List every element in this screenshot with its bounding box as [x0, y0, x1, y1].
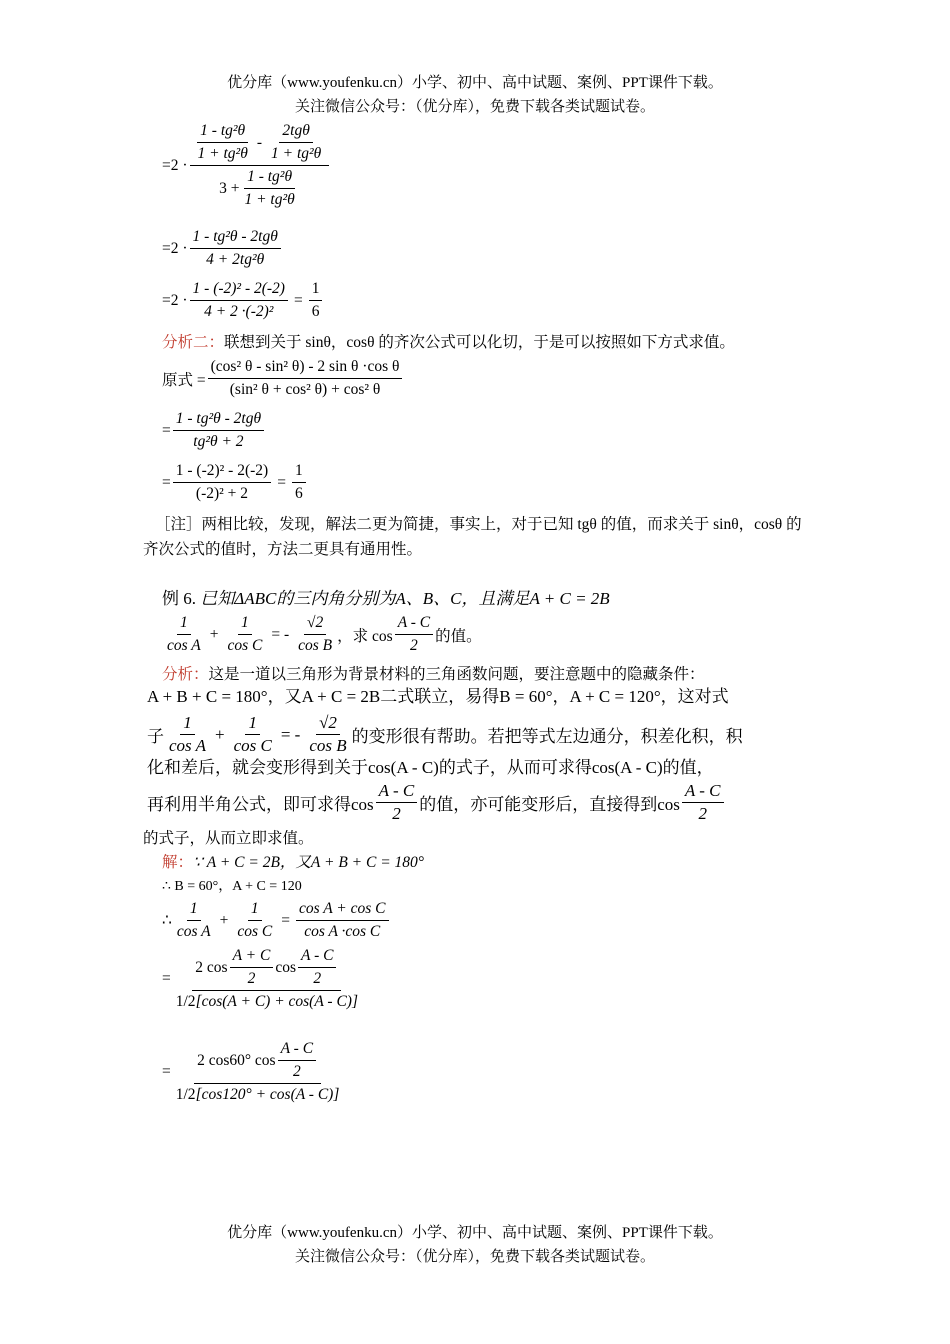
method1-equation-3 — [162, 278, 324, 323]
frac-den: 6 — [294, 485, 303, 502]
plus-op: + — [215, 724, 225, 744]
frac-den: 2 — [410, 637, 418, 654]
analysis-line-4: 化和差后，就会变形得到关于cos(A - C)的式子，从而可求得cos(A - C)的值， — [147, 758, 714, 777]
note-line-1: ［注］两相比较，发现，解法二更为简捷，事实上，对于已知 tgθ 的值，而求关于 sinθ，cosθ 的 — [155, 516, 802, 533]
frac-den: cos C — [237, 923, 273, 940]
eq-prefix: =2 · — [162, 291, 188, 309]
frac-den: 4 + 2 ·(-2)² — [204, 303, 274, 320]
eq-prefix: =2 · — [162, 156, 188, 174]
frac-num: 1 — [248, 898, 262, 921]
analysis-text: 联想到关于 sinθ，cosθ 的齐次公式可以化切，于是可以按照如下方式求值。 — [224, 334, 735, 351]
frac-den: cos A ·cos C — [304, 923, 381, 940]
orig-label: 原式 = — [162, 371, 206, 389]
frac-den: 2 — [247, 970, 256, 987]
frac-den: tg²θ + 2 — [193, 433, 244, 450]
frac-den: 2 — [292, 1063, 301, 1080]
solution-line-1 — [162, 852, 424, 874]
analysis-label: 分析二： — [162, 334, 225, 351]
example-label: 例 6. — [162, 589, 196, 608]
plus-op: + — [209, 625, 219, 643]
example-text: 已知ΔABC的三内角分别为A、B、C，且满足A + C = 2B — [200, 589, 610, 608]
note-line-2: 齐次公式的值时，方法二更具有通用性。 — [143, 541, 423, 558]
half-coefficient: 1/2 — [175, 1086, 196, 1103]
frac-den: cos C — [227, 637, 263, 654]
frac-den: 4 + 2tg²θ — [206, 251, 265, 268]
frac-num: 1 - (-2)² - 2(-2) — [190, 278, 288, 301]
text-mid: 的值，亦可能变形后，直接得到cos — [419, 795, 680, 814]
therefore-symbol: ∴ — [162, 912, 172, 929]
eq-prefix: = — [162, 970, 171, 987]
text-post: 的变形很有帮助。若把等式左边通分，积差化积，积 — [351, 727, 743, 746]
frac-den: cos B — [309, 736, 347, 755]
frac-num: A + C — [230, 945, 274, 968]
eq-prefix: = — [162, 1063, 171, 1080]
frac-den: cos A — [176, 923, 211, 940]
frac-num: √2 — [316, 712, 340, 735]
den-lead: 3 + — [219, 179, 240, 197]
minus-op: - — [256, 133, 262, 151]
method2-equation-1 — [162, 356, 404, 401]
frac-num: (cos² θ - sin² θ) - 2 sin θ ·cos θ — [208, 356, 403, 379]
equals-op: = — [277, 473, 286, 491]
solution-text: ∵ A + C = 2B，又A + B + C = 180° — [193, 854, 424, 871]
solution-equation-3: ∴ $\frac{1}{\text{cos A}}$ + $\frac{1}{\text{cos C}}$ = $\frac{\text{cos A + cos C}}{\text{cos A ·cos C}}$ — [162, 898, 391, 943]
frac-num: A - C — [682, 780, 724, 803]
frac-num: √2 — [304, 612, 326, 635]
frac-num: 1 — [309, 278, 323, 301]
ask-text: ，求 cos — [337, 627, 393, 645]
eq-prefix: = — [162, 473, 171, 491]
frac-den: cos C — [233, 736, 272, 755]
frac-num: 1 - tg²θ — [197, 120, 248, 143]
frac-num: 1 — [292, 460, 306, 483]
text-pre: 子 — [147, 727, 164, 746]
method1-equation-1 — [162, 120, 331, 211]
half-coefficient: 1/2 — [175, 993, 196, 1010]
solution-equation-4 — [162, 945, 363, 1013]
footer-line-1: 优分库（www.youfenku.cn）小学、初中、高中试题、案例、PPT课件下载。 — [227, 1225, 723, 1241]
frac-num: 1 - tg²θ - 2tgθ — [173, 408, 264, 431]
frac-num: 1 - tg²θ — [244, 166, 295, 189]
frac-num: cos A + cos C — [296, 898, 389, 921]
frac-den: 2 — [698, 804, 707, 823]
eq-prefix: =2 · — [162, 239, 188, 257]
frac-den: cos A — [167, 637, 201, 654]
frac-num: 2tgθ — [279, 120, 312, 143]
eq-prefix: = — [162, 421, 171, 439]
analysis-line-3 — [147, 712, 743, 757]
frac-num: 1 — [177, 612, 191, 635]
den-body: [cos(A + C) + cos(A - C)] — [195, 993, 358, 1010]
text-pre: 再利用半角公式，即可求得cos — [147, 795, 374, 814]
den-body: [cos120° + cos(A - C)] — [195, 1086, 340, 1103]
ask-end: 的值。 — [435, 627, 482, 645]
frac-den: 2 — [313, 970, 322, 987]
analysis-line-2: A + B + C = 180°，又A + C = 2B二式联立，易得B = 60°，A + C = 120°，这对式 — [147, 687, 729, 706]
analysis-label: 分析： — [162, 666, 209, 683]
num-part-b: cos — [275, 958, 296, 976]
plus-op: + — [219, 911, 229, 929]
analysis-line-5 — [147, 780, 726, 825]
frac-num: 1 - tg²θ - 2tgθ — [190, 226, 281, 249]
num-part-a: 2 cos — [195, 958, 228, 976]
example6-equation — [162, 612, 482, 657]
frac-num: A - C — [376, 780, 418, 803]
frac-num: 1 - (-2)² - 2(-2) — [173, 460, 271, 483]
frac-den: cos B — [298, 637, 333, 654]
compound-fraction — [190, 120, 330, 211]
frac-den: 1 + tg²θ — [270, 145, 322, 162]
equals-op: = — [293, 291, 303, 309]
frac-num: 1 — [187, 898, 201, 921]
frac-den: (sin² θ + cos² θ) + cos² θ — [229, 381, 381, 398]
frac-den: 1 + tg²θ — [197, 145, 248, 162]
frac-num: A - C — [278, 1038, 316, 1061]
header-line-1: 优分库（www.youfenku.cn）小学、初中、高中试题、案例、PPT课件下载。 — [227, 75, 723, 91]
equals-op: = - — [271, 625, 290, 643]
frac-den: cos A — [169, 736, 206, 755]
frac-num: 1 — [238, 612, 252, 635]
frac-num: 1 — [245, 712, 260, 735]
frac-den: (-2)² + 2 — [195, 485, 249, 502]
solution-label: 解： — [162, 854, 194, 871]
analysis-text: 这是一道以三角形为背景材料的三角函数问题，要注意题中的隐藏条件： — [208, 666, 705, 683]
method2-intro — [162, 332, 735, 354]
method2-equation-2 — [162, 408, 266, 453]
method1-equation-2 — [162, 226, 283, 271]
analysis-line-6: 的式子，从而立即求值。 — [143, 830, 314, 847]
frac-num: 1 — [180, 712, 195, 735]
header-line-2: 关注微信公众号：（优分库），免费下载各类试题试卷。 — [294, 99, 655, 115]
frac-den: 6 — [311, 303, 320, 320]
solution-equation-5 — [162, 1038, 344, 1106]
frac-num: A - C — [395, 612, 433, 635]
method2-equation-3 — [162, 460, 308, 505]
solution-line-2: ∴ B = 60°，A + C = 120 — [162, 879, 302, 894]
frac-num: A - C — [298, 945, 336, 968]
frac-den: 1 + tg²θ — [244, 191, 295, 208]
analysis-line-1 — [162, 664, 705, 686]
num-part-a: 2 cos60° cos — [197, 1051, 276, 1069]
example6-heading — [162, 588, 610, 610]
frac-den: 2 — [392, 804, 401, 823]
footer-line-2: 关注微信公众号：（优分库），免费下载各类试题试卷。 — [294, 1249, 655, 1265]
equals-op: = - — [280, 724, 301, 744]
